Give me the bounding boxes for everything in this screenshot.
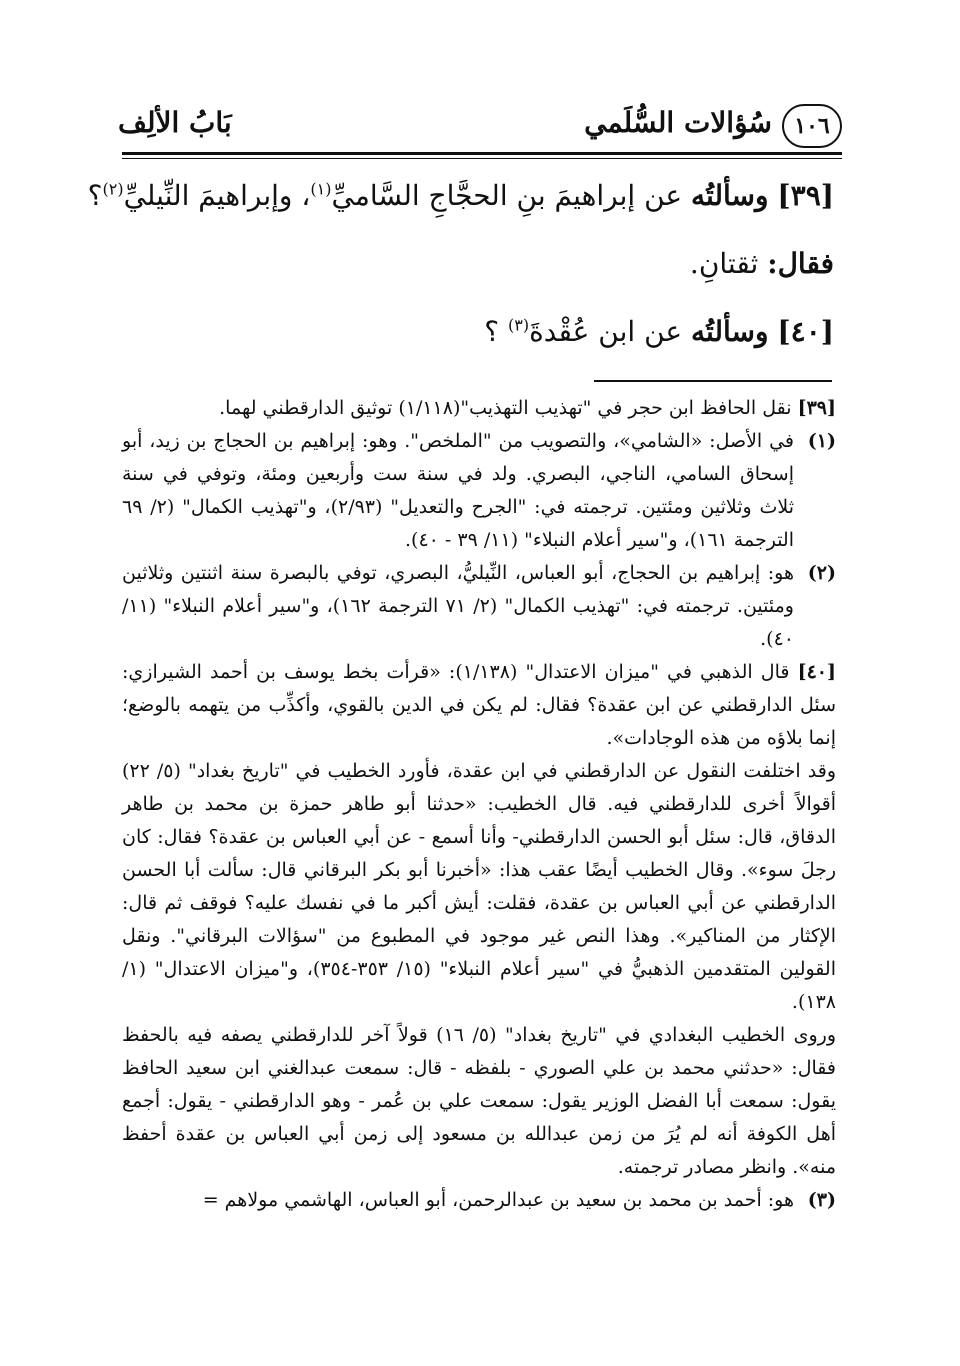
footnote-ref: (٣) <box>508 315 530 335</box>
footnote-ref: (١) <box>310 179 332 199</box>
page-number: ١٠٦ <box>782 104 842 148</box>
footnote-text: في الأصل: «الشامي»، والتصويب من "الملخص". وهو: إبراهيم بن الحجاج بن زيد، أبو إسحاق السامي، الناجي، البصري. ولد في سنة ست وأربعين ومئة، وتوفي في سنة ثلاث وثلاثين ومئتين. ترجمته في: "الجرح والتعديل" (٢/٩٣)، و"تهذيب الكمال" (٢/ ٦٩ الترجمة ١٦١)، و"سير أعلام النبلاء" (١١/ ٣٩ - ٤٠). <box>122 430 794 551</box>
entry-number: [٣٩] <box>777 179 834 212</box>
footnote-text: نقل الحافظ ابن حجر في "تهذيب التهذيب"(١/١١٨) توثيق الدارقطني لهما. <box>219 397 792 419</box>
footnote-2 <box>122 557 836 656</box>
entry-text: عن ابن عُقْدةَ <box>529 315 691 348</box>
header-rule-thick <box>122 152 842 155</box>
footnote-text: هو: أحمد بن محمد بن سعيد بن عبدالرحمن، أبو العباس، الهاشمي مولاهم = <box>202 1189 794 1211</box>
entry-text: عن إبراهيمَ بنِ الحجَّاجِ السَّاميِّ <box>331 179 691 212</box>
footnote-ref: (٢) <box>102 179 124 199</box>
footnote-3 <box>122 1184 836 1217</box>
answer-text: ثقتانِ. <box>689 247 768 280</box>
page-header <box>118 100 842 158</box>
main-text <box>87 162 834 366</box>
footnote-separator <box>594 380 832 382</box>
footnote-paragraph: وروى الخطيب البغدادي في "تاريخ بغداد" (٥/ ١٦) قولاً آخر للدارقطني يصفه فيه بالحفظ فقال: «حدثني محمد بن علي الصوري - بلفظه - قال: سمعت عبدالغني ابن سعيد الحافظ يقول: سمعت أبا الفضل الوزير يقول: سمعت علي بن عُمر - وهو الدارقطني - يقول: أجمع أهل الكوفة أنه لم يُرَ من زمن عبدالله بن مسعود إلى زمن أبي العباس بن عقدة أحفظ منه». وانظر مصادر ترجمته. <box>122 1024 836 1178</box>
footnote-mark: [٤٠] <box>797 661 836 683</box>
entry-end: ؟ <box>484 315 509 348</box>
chapter-title: بَابُ الألِف <box>118 106 232 139</box>
entry-39 <box>87 162 834 230</box>
answer-39 <box>126 230 834 298</box>
entry-lead: وسألتُه <box>691 315 769 348</box>
footnote-39 <box>122 392 836 425</box>
footnote-paragraph: قال الذهبي في "ميزان الاعتدال" (١/١٣٨): «قرأت بخط يوسف بن أحمد الشيرازي: سئل الدارقطني عن ابن عقدة؟ فقال: لم يكن في الدين بالقوي، وأكذِّب من يتهمه بالوضع؛ إنما بلاؤه من هذه الوجادات». <box>122 661 836 749</box>
footnote-1 <box>122 425 836 557</box>
answer-lead: فقال: <box>767 247 834 280</box>
footnote-mark: (٣) <box>807 1189 836 1211</box>
footnote-mark: (٢) <box>807 562 836 584</box>
footnote-40 <box>122 656 836 1184</box>
entry-number: [٤٠] <box>777 315 834 348</box>
footnotes <box>122 392 836 1217</box>
footnote-paragraph: وقد اختلفت النقول عن الدارقطني في ابن عقدة، فأورد الخطيب في "تاريخ بغداد" (٥/ ٢٢) أقوالاً أخرى للدارقطني فيه. قال الخطيب: «حدثنا أبو طاهر حمزة بن محمد بن طاهر الدقاق، قال: سئل أبو الحسن الدارقطني- وأنا أسمع - عن أبي العباس بن عقدة؟ فقال: كان رجلَ سوء». وقال الخطيب أيضًا عقب هذا: «أخبرنا أبو بكر البرقاني قال: سألت أبا الحسن الدارقطني عن أبي العباس بن عقدة، فقلت: أيش أكبر ما في نفسك عليه؟ فوقف ثم قال: الإكثار من المناكير». وهذا النص غير موجود في المطبوع من "سؤالات البرقاني". ونقل القولين المتقدمين الذهبيُّ في "سير أعلام النبلاء" (١٥/ ٣٥٣-٣٥٤)، و"ميزان الاعتدال" (١/ ١٣٨). <box>122 760 836 1013</box>
footnote-mark: (١) <box>807 430 836 452</box>
book-title: سُؤالات السُّلَمي <box>584 106 772 139</box>
footnote-mark: [٣٩] <box>797 397 836 419</box>
entry-text: ، وإبراهيمَ النِّيليِّ <box>123 179 311 212</box>
entry-lead: وسألتُه <box>691 179 769 212</box>
header-rule-thin <box>122 158 842 159</box>
entry-40 <box>126 298 834 366</box>
footnote-text: هو: إبراهيم بن الحجاج، أبو العباس، النِّيليُّ، البصري، توفي بالبصرة سنة اثنتين وثلاثين ومئتين. ترجمته في: "تهذيب الكمال" (٢/ ٧١ الترجمة ١٦٢)، و"سير أعلام النبلاء" (١١/ ٤٠). <box>122 562 794 650</box>
entry-end: ؟ <box>87 179 103 212</box>
